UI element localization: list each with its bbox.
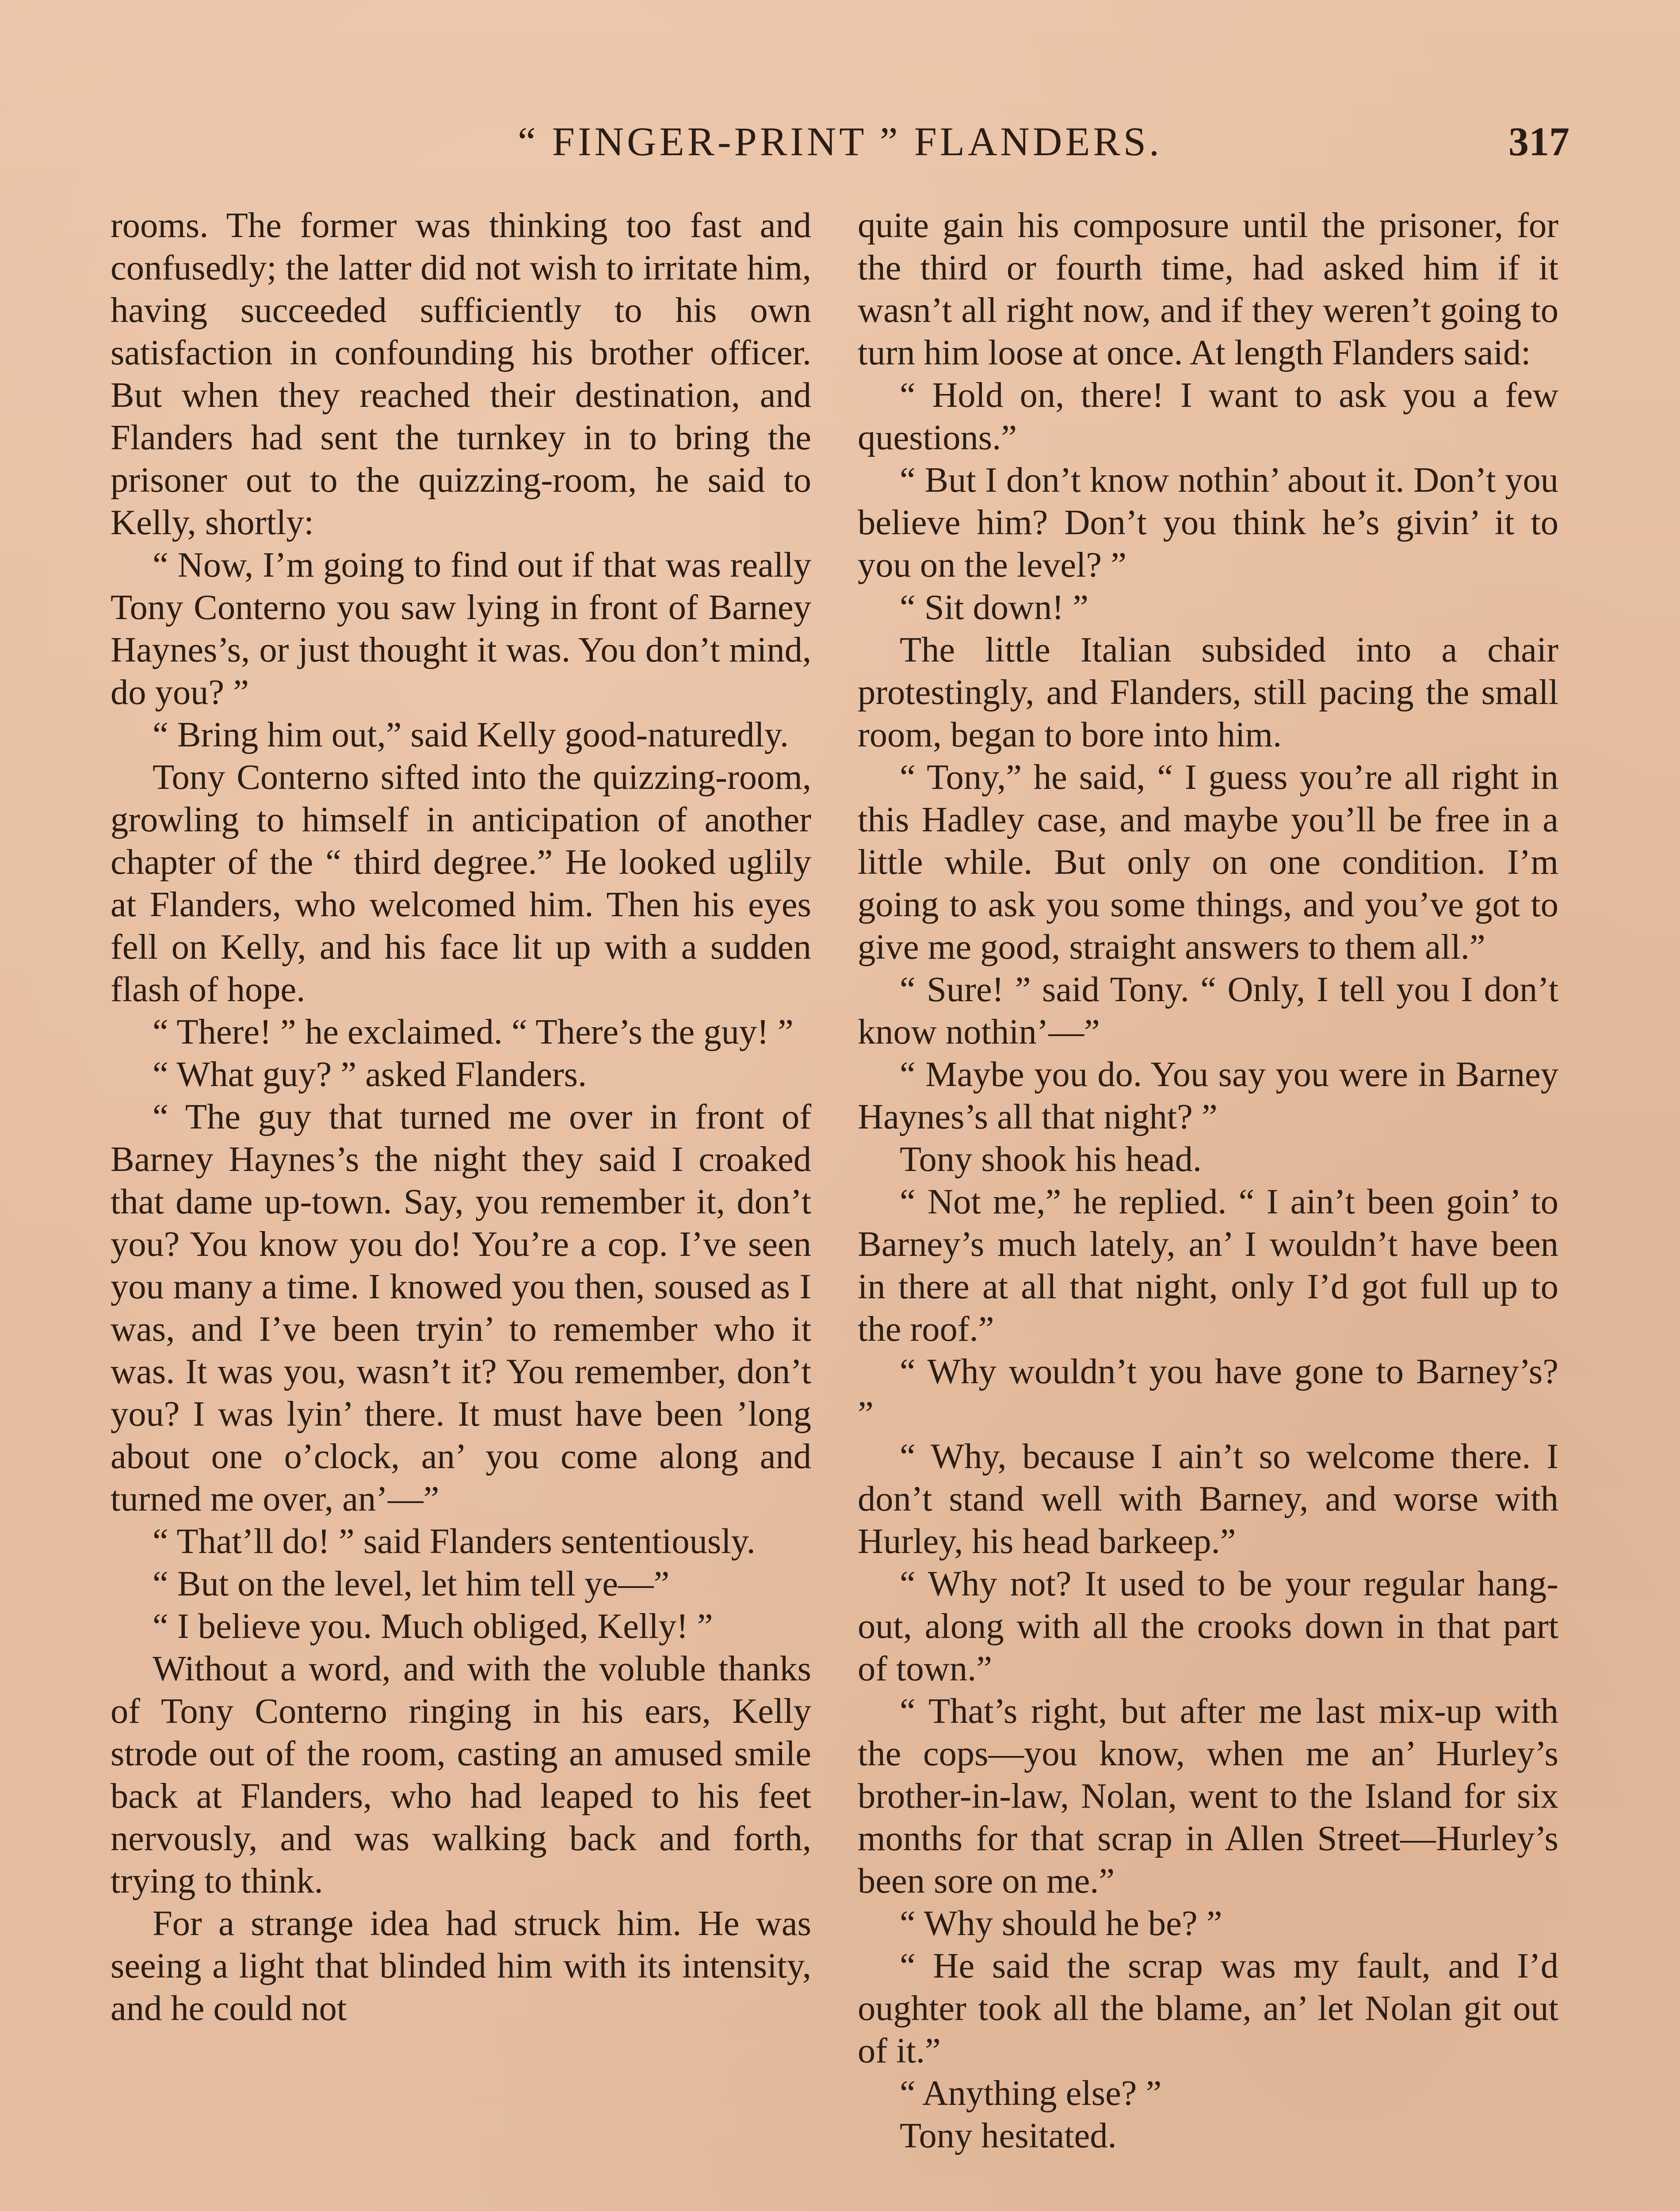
paragraph: Tony shook his head.: [900, 1140, 1202, 1179]
paragraph: “ Not me,” he replied. “ I ain’t been goin’ to Barney’s much lately, an’ I wouldn’t have been in there at all that night, only I’d got full up to the roof.”: [858, 1182, 1558, 1349]
paragraph: rooms. The former was thinking too fast and confusedly; the latter did not wish to irritate him, having succeeded sufficiently to his own satisfaction in confounding his brother officer. But when they reached their destination, and Flanders had sent the turnkey in to bring the prisoner out to the quizzing-room, he said to Kelly, shortly:: [111, 206, 811, 542]
running-title: “ FINGER-PRINT ” FLANDERS.: [517, 119, 1163, 164]
paragraph: “ That’ll do! ” said Flanders sententiously.: [153, 1522, 756, 1561]
paragraph: The little Italian subsided into a chair protestingly, and Flanders, still pacing the small room, began to bore into him.: [858, 630, 1558, 754]
paragraph: “ There! ” he exclaimed. “ There’s the guy! ”: [153, 1012, 794, 1052]
paragraph: “ What guy? ” asked Flanders.: [153, 1055, 587, 1094]
paragraph: “ The guy that turned me over in front of Barney Haynes’s the night they said I croaked that dame up-town. Say, you remember it, don’t you? You know you do! You’re a cop. I’ve seen you many a time. I knowed you then, soused as I was, and I’ve been tryin’ to remember who it was. It was you, wasn’t it? You remember, don’t you? I was lyin’ there. It must have been ’long about one o’clock, an’ you come along and turned me over, an’—”: [111, 1097, 811, 1519]
paragraph: “ Bring him out,” said Kelly good-naturedly.: [153, 715, 789, 754]
paragraph: “ That’s right, but after me last mix-up with the cops—you know, when me an’ Hurley’s brother-in-law, Nolan, went to the Island for six months for that scrap in Allen Street—Hurley’s been sore on me.”: [858, 1691, 1558, 1901]
paragraph: “ Why wouldn’t you have gone to Barney’s? ”: [858, 1352, 1558, 1434]
paragraph: “ He said the scrap was my fault, and I’d oughter took all the blame, an’ let Nolan git out of it.”: [858, 1946, 1558, 2070]
paragraph: “ Anything else? ”: [900, 2073, 1162, 2113]
paragraph: Without a word, and with the voluble thanks of Tony Conterno ringing in his ears, Kelly strode out of the room, casting an amused smile back at Flanders, who had leaped to his feet nervously, and was walking back and forth, trying to think.: [111, 1649, 811, 1901]
right-text-column: [858, 204, 1558, 2157]
paragraph: For a strange idea had struck him. He was seeing a light that blinded him with its intensity, and he could not: [111, 1904, 811, 2028]
paragraph: Tony hesitated.: [900, 2116, 1117, 2155]
paragraph: “ Maybe you do. You say you were in Barney Haynes’s all that night? ”: [858, 1055, 1558, 1136]
paragraph: quite gain his composure until the prisoner, for the third or fourth time, had asked him if it wasn’t all right now, and if they weren’t going to turn him loose at once. At length Flanders said:: [858, 206, 1558, 372]
paragraph: “ Tony,” he said, “ I guess you’re all right in this Hadley case, and maybe you’ll be free in a little while. But only on one condition. I’m going to ask you some things, and you’ve got to give me good, straight answers to them all.”: [858, 757, 1558, 967]
page-header: [111, 113, 1569, 170]
page-number: 317: [1508, 119, 1569, 164]
paragraph: “ Why not? It used to be your regular hang-out, along with all the crooks down in that part of town.”: [858, 1564, 1558, 1688]
paragraph: “ But I don’t know nothin’ about it. Don’t you believe him? Don’t you think he’s givin’ it to you on the level? ”: [858, 460, 1558, 585]
paragraph: “ I believe you. Much obliged, Kelly! ”: [153, 1607, 713, 1646]
paragraph: “ Why, because I ain’t so welcome there. I don’t stand well with Barney, and worse with Hurley, his head barkeep.”: [858, 1437, 1558, 1561]
paragraph: “ Sit down! ”: [900, 588, 1089, 627]
paragraph: “ Hold on, there! I want to ask you a few questions.”: [858, 375, 1558, 457]
paragraph: “ Why should he be? ”: [900, 1904, 1222, 1943]
paragraph: “ Sure! ” said Tony. “ Only, I tell you I don’t know nothin’—”: [858, 970, 1558, 1052]
paragraph: “ But on the level, let him tell ye—”: [153, 1564, 670, 1603]
paragraph: “ Now, I’m going to find out if that was really Tony Conterno you saw lying in front of Barney Haynes’s, or just thought it was. You don’t mind, do you? ”: [111, 545, 811, 712]
paragraph: Tony Conterno sifted into the quizzing-room, growling to himself in anticipation of another chapter of the “ third degree.” He looked uglily at Flanders, who welcomed him. Then his eyes fell on Kelly, and his face lit up with a sudden flash of hope.: [111, 757, 811, 1009]
left-text-column: [111, 204, 811, 2030]
